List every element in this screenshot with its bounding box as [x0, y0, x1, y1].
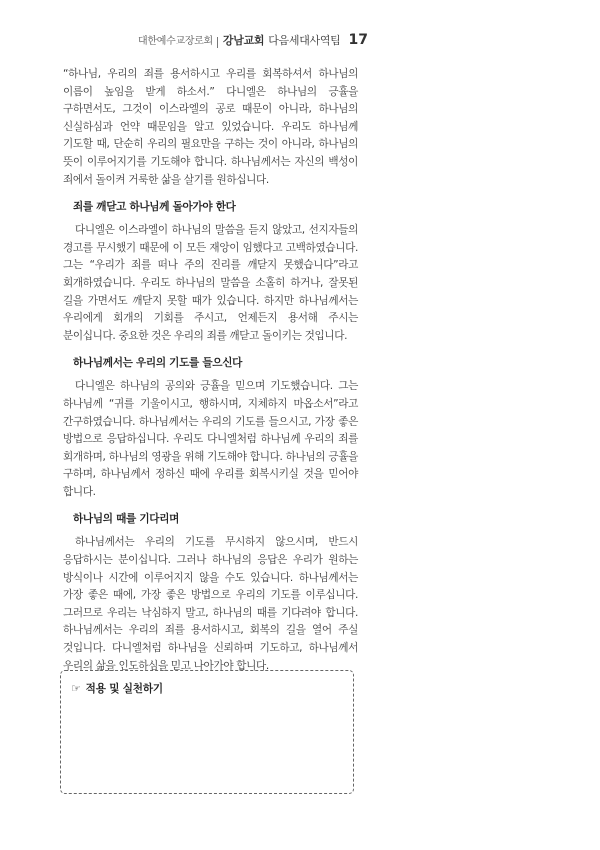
page-number: 17: [348, 32, 368, 48]
header-church-name: 강남교회: [222, 34, 265, 47]
running-header: [138, 32, 368, 52]
section-heading-waiting: 하나님의 때를 기다리며: [73, 513, 180, 526]
apply-title-text: 적용 및 실천하기: [85, 683, 163, 695]
apply-box-title: [71, 681, 163, 696]
section-text-prayer: 다니엘은 하나님의 공의와 긍휼을 믿으며 기도했습니다. 그는 하나님께 “귀를 기울이시고, 행하시며, 지체하지 마옵소서”라고 간구하였습니다. 하나님께서는 우리의 기도를 들으시고, 가장 좋은 방법으로 응답하십니다. 우리도 다니엘처럼 하나님께 우리의 죄를 회개하며, 하나님의 영광을 위해 기도해야 합니다. 하나님의 긍휼을 구하며, 하나님께서 정하신 때에 우리를 회복시키실 것을 믿어야 합니다.: [63, 380, 358, 498]
header-team-name: 다음세대사역팀: [268, 34, 341, 47]
header-org: 대한예수교장로회: [138, 36, 213, 47]
pointing-hand-icon: ☞: [71, 682, 81, 695]
section-text-repentance: 다니엘은 이스라엘이 하나님의 말씀을 듣지 않았고, 선지자들의 경고를 무시했기 때문에 이 모든 재앙이 임했다고 고백하였습니다. 그는 “우리가 죄를 떠나 주의 진리를 깨닫지 못했습니다”라고 회개하였습니다. 우리도 하나님의 말씀을 소홀히 하거나, 잘못된 길을 가면서도 깨닫지 못할 때가 있습니다. 하지만 하나님께서는 우리에게 회개의 기회를 주시고, 언제든지 용서해 주시는 분이십니다. 중요한 것은 우리의 죄를 깨닫고 돌이키는 것입니다.: [63, 224, 358, 342]
intro-paragraph: “하나님, 우리의 죄를 용서하시고 우리를 회복하셔서 하나님의 이름이 높임을 받게 하소서.” 다니엘은 하나님의 긍휼을 구하면서도, 그것이 이스라엘의 공로 때문이 아니라, 하나님의 신실하심과 언약 때문임을 알고 있었습니다. 우리도 하나님께 기도할 때, 단순히 우리의 필요만을 구하는 것이 아니라, 하나님의 뜻이 이루어지기를 기도해야 합니다. 하나님께서는 자신의 백성이 죄에서 돌이켜 거룩한 삶을 살기를 원하십니다.: [63, 68, 358, 186]
apply-practice-box: [60, 670, 354, 794]
section-text-waiting: 하나님께서는 우리의 기도를 무시하지 않으시며, 반드시 응답하시는 분이십니다. 그러나 하나님의 응답은 우리가 원하는 방식이나 시간에 이루어지지 않을 수도 있습니다. 하나님께서는 가장 좋은 때에, 가장 좋은 방법으로 우리의 기도를 이루십니다. 그러므로 우리는 낙심하지 말고, 하나님의 때를 기다려야 합니다. 하나님께서는 우리의 죄를 용서하시고, 회복의 길을 열어 주실 것입니다. 다니엘처럼 하나님을 신뢰하며 기도하고, 하나님께서 우리의 삶을 인도하심을 믿고 나아가야 합니다.: [63, 536, 358, 672]
section-heading-repentance: 죄를 깨닫고 하나님께 돌아가야 한다: [73, 201, 236, 214]
section-heading-prayer: 하나님께서는 우리의 기도를 들으신다: [73, 357, 243, 370]
header-divider: [217, 37, 218, 48]
main-content: [63, 66, 358, 675]
